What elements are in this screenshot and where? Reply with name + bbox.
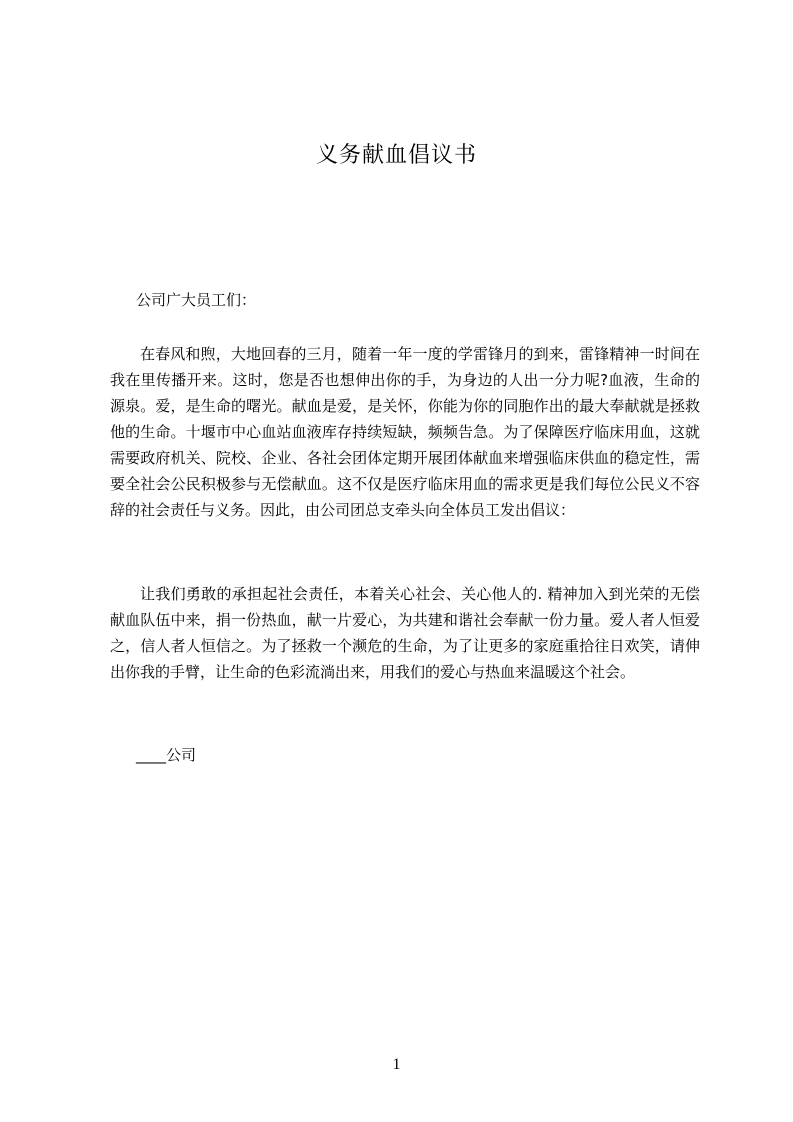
signature-company: ____公司 <box>136 746 197 764</box>
paragraph-appeal-background: 在春风和煦，大地回春的三月，随着一年一度的学雷锋月的到来，雷锋精神一时间在我在里传播开来。这时，您是否也想伸出你的手，为身边的人出一分力呢?血液，生命的源泉。爱，是生命的曙光。献血是爱，是关怀，你能为你的同胞作出的最大奉献就是拯救他的生命。十堰市中心血站血液库存持续短缺，频频告急。为了保障医疗临床用血，这就需要政府机关、院校、企业、各社会团体定期开展团体献血来增强临床供血的稳定性，需要全社会公民积极参与无偿献血。这不仅是医疗临床用血的需求更是我们每位公民义不容辞的社会责任与义务。因此，由公司团总支牵头向全体员工发出倡议： <box>110 345 700 519</box>
paragraph-call-to-action: 让我们勇敢的承担起社会责任，本着关心社会、关心他人的. 精神加入到光荣的无偿献血队伍中来，捐一份热血，献一片爱心，为共建和谐社会奉献一份力量。爱人者人恒爱之，信人者人恒信之。为了拯救一个濒危的生命，为了让更多的家庭重拾往日欢笑，请伸出你我的手臂，让生命的色彩流淌出来，用我们的爱心与热血来温暖这个社会。 <box>110 585 700 681</box>
document-title: 义务献血倡议书 <box>315 143 477 168</box>
page-number: 1 <box>392 1056 401 1073</box>
salutation: 公司广大员工们： <box>136 291 257 309</box>
